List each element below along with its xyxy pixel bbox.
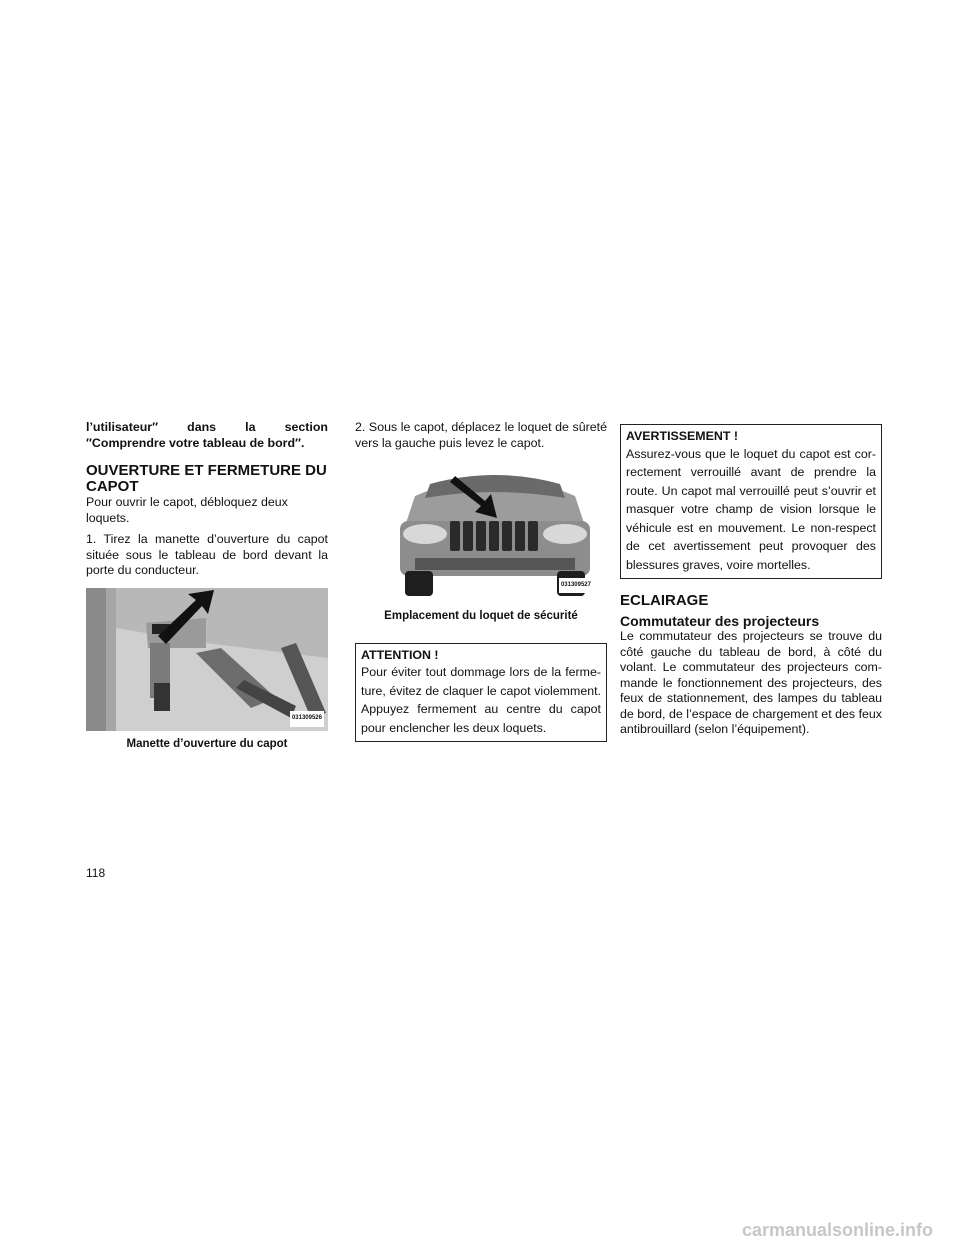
- caution-title: ATTENTION !: [361, 647, 439, 662]
- figure-code: 031309526: [290, 711, 324, 727]
- subsection-heading-headlights: Commutateur des projecteurs: [620, 613, 820, 629]
- latch-para: 2. Sous le capot, déplacez le loquet de sûreté vers la gauche puis levez le capot.: [355, 420, 607, 450]
- figure-caption: Manette d’ouverture du capot: [126, 737, 288, 750]
- page-number: 118: [86, 866, 106, 880]
- warning-box: [620, 424, 882, 579]
- caution-box: [355, 643, 607, 743]
- caution-text: Pour éviter tout dommage lors de la ferme-ture, évitez de claquer le capot violemment. Appuyez fermement au centre du capot pour enclencher les deux loquets.: [361, 665, 601, 735]
- column-3: [620, 420, 882, 738]
- latch-location-figure: [395, 466, 595, 601]
- warning-title: AVERTISSEMENT !: [626, 429, 738, 443]
- figure-caption: Emplacement du loquet de sécurité: [384, 610, 578, 622]
- hood-para-1: Pour ouvrir le capot, débloquez deux loquets.: [86, 495, 288, 525]
- intro-text: l’utilisateur″ dans la section ″Comprendre votre tableau de bord″.: [86, 420, 328, 450]
- warning-text: Assurez-vous que le loquet du capot est cor-rectement verrouillé avant de prendre la route. Un capot mal verrouillé peut s’ouvrir et masquer votre champ de vision lorsque le véhicule est en mouvement. Le non-respect de cet avertissement peut provoquer des blessures graves, voire mortelles.: [626, 446, 876, 572]
- hood-release-figure: [86, 588, 328, 731]
- hood-release-illustration: [86, 588, 328, 731]
- figure-code: 031309527: [559, 578, 593, 594]
- watermark: carmanualsonline.info: [742, 1220, 934, 1240]
- hood-para-2: 1. Tirez la manette d’ouverture du capot située sous le tableau de bord devant la porte du conducteur.: [86, 532, 328, 577]
- section-heading-lighting: ECLAIRAGE: [620, 592, 709, 609]
- column-1: [86, 420, 328, 752]
- section-heading-hood: OUVERTURE ET FERMETURE DU CAPOT: [86, 462, 327, 495]
- headlight-switch-para: Le commutateur des projecteurs se trouve du côté gauche du tableau de bord, à côté du volant. Le commutateur des projecteurs com-mande le fonctionnement des projecteurs, des feux de stationnement, des lampes du tableau de bord, de l’espace de chargement et des feux antibrouillard (selon l’équipement).: [620, 629, 882, 736]
- column-2: [355, 420, 607, 742]
